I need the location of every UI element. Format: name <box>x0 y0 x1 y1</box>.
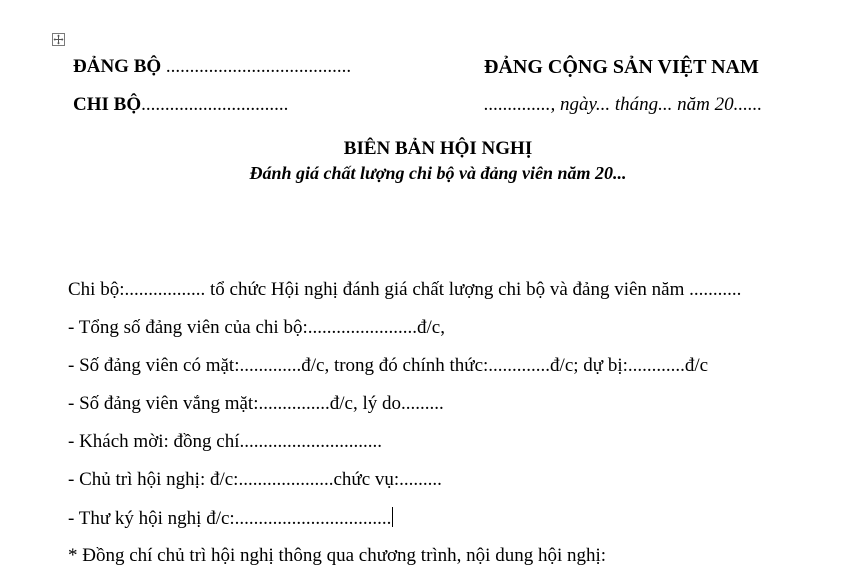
party-committee-line <box>73 56 351 78</box>
table-move-handle-icon[interactable] <box>52 33 65 46</box>
party-committee-blank: ....................................... <box>161 56 352 77</box>
document-title: BIÊN BẢN HỘI NGHỊ <box>343 138 533 159</box>
body-line-branch-meeting: Chi bộ:................. tổ chức Hội nghị đánh giá chất lượng chi bộ và đảng viên năm ........... <box>68 279 742 300</box>
branch-label: CHI BỘ <box>73 94 142 115</box>
party-committee-label: ĐẢNG BỘ <box>73 56 162 77</box>
text-cursor <box>392 507 393 527</box>
body-line-members-present: - Số đảng viên có mặt:.............đ/c, trong đó chính thức:.............đ/c; dự bị:............đ/c <box>68 355 709 376</box>
body-line-total-members: - Tổng số đảng viên của chi bộ:.......................đ/c, <box>68 317 445 338</box>
body-line-members-absent: - Số đảng viên vắng mặt:...............đ/c, lý do......... <box>68 393 444 414</box>
body-line-guests: - Khách mời: đồng chí.............................. <box>68 431 383 452</box>
party-name-heading: ĐẢNG CỘNG SẢN VIỆT NAM <box>484 56 759 78</box>
body-line-chairperson: - Chủ trì hội nghị: đ/c:....................chức vụ:......... <box>68 469 442 490</box>
place-date-line: .............., ngày... tháng... năm 20...... <box>484 94 763 115</box>
body-line-secretary[interactable] <box>68 507 393 530</box>
branch-blank: ............................... <box>141 94 289 115</box>
branch-line <box>73 94 288 116</box>
body-line-agenda: * Đồng chí chủ trì hội nghị thông qua chương trình, nội dung hội nghị: <box>68 545 607 566</box>
document-subtitle: Đánh giá chất lượng chi bộ và đảng viên năm 20... <box>249 163 627 183</box>
secretary-text: - Thư ký hội nghị đ/c:................................. <box>68 508 392 529</box>
